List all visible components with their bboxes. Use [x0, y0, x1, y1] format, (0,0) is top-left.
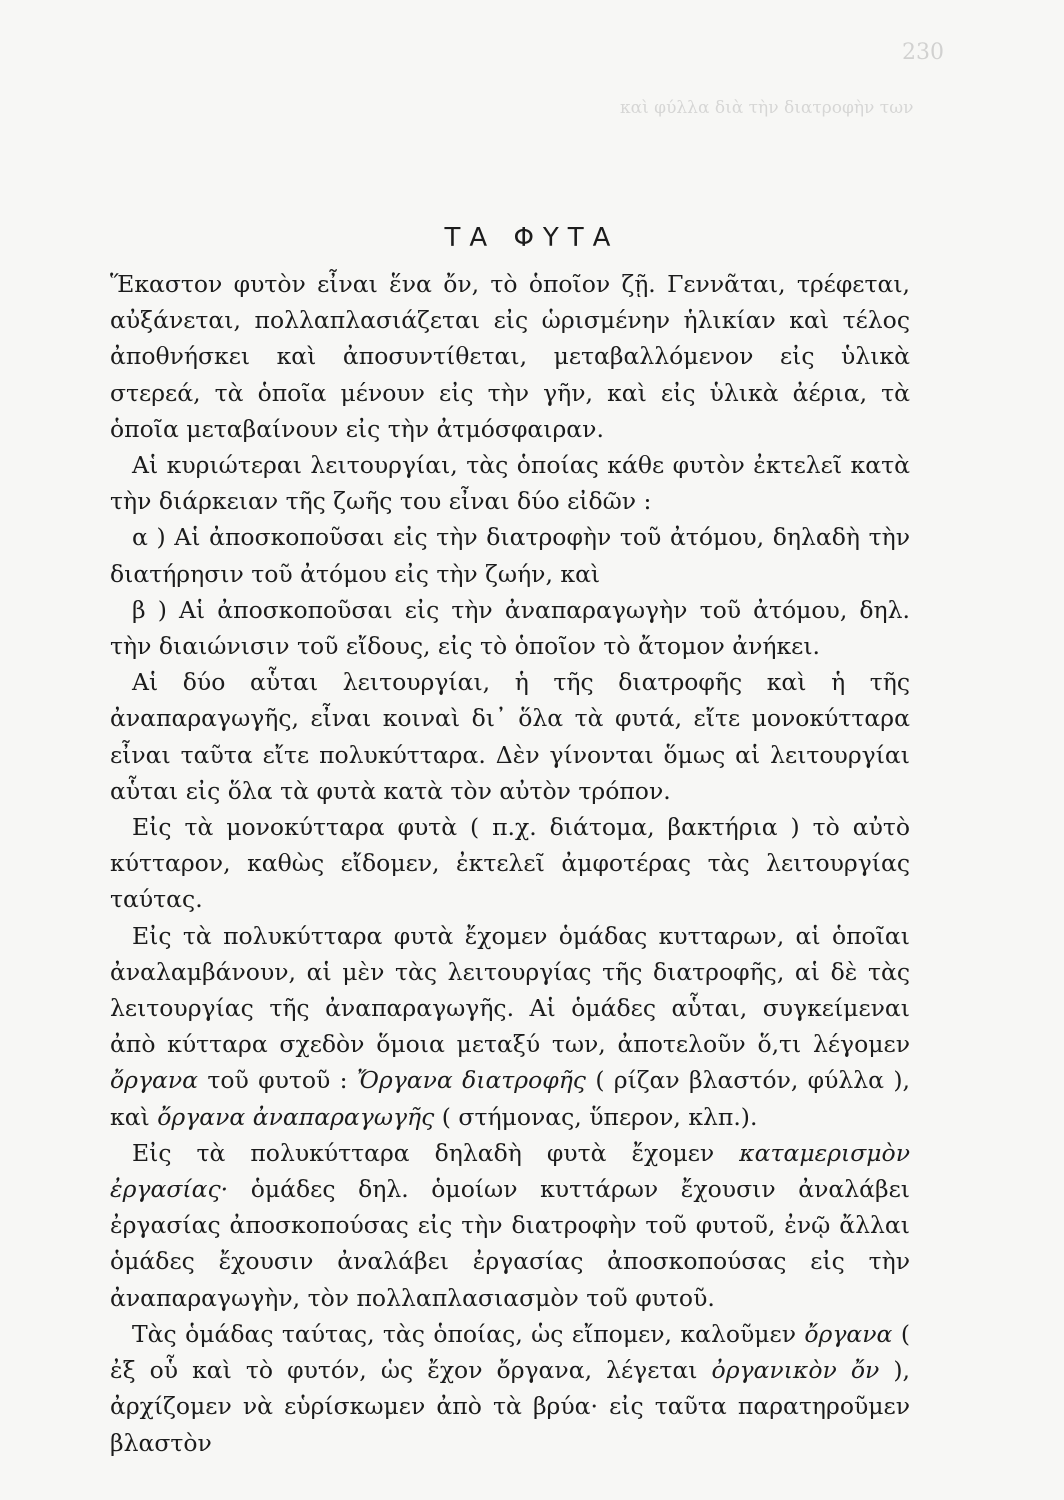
list-item-beta: β ) Αἱ ἀποσκοποῦσαι εἰς τὴν ἀναπαραγωγὴν τοῦ ἀτόμου, δηλ. τὴν διαιώνισιν τοῦ εἴδους, εἰς τὸ ὁποῖον τὸ ἄτομον ἀνήκει.	[110, 595, 910, 661]
p9-text-a: Τὰς ὁμάδας ταύτας, τὰς ὁποίας, ὡς εἴπομεν, καλοῦμεν	[132, 1319, 797, 1348]
p8-italic-katamerismos: καταμερισμὸν ἐργασίας·	[110, 1138, 910, 1204]
p7-text-e: ( ρίζαν βλαστόν, φύλλα ), καὶ	[110, 1066, 910, 1131]
paragraph-5: Αἱ δύο αὗται λειτουργίαι, ἡ τῆς διατροφῆς καὶ ἡ τῆς ἀναπαραγωγῆς, εἶναι κοιναὶ δι᾽ ὅλα τὰ φυτά, εἴτε μονοκύτταρα εἶναι ταῦτα εἴτε πολυκύτταρα. Δὲν γίνονται ὅμως αἱ λειτουργίαι αὗται εἰς ὅλα τὰ φυτὰ κατὰ τὸν αὐτὸν τρόπον.	[110, 668, 910, 805]
paragraph-9	[110, 1316, 910, 1461]
paragraph-1: Ἕκαστον φυτὸν εἶναι ἕνα ὄν, τὸ ὁποῖον ζῇ. Γεννᾶται, τρέφεται, αὐξάνεται, πολλαπλασιάζεται εἰς ὡρισμένην ἡλικίαν καὶ τέλος ἀποθνήσκει καὶ ἀποσυντίθεται, μεταβαλλόμενον εἰς ὑλικὰ στερεά, τὰ ὁποῖα μένουν εἰς τὴν γῆν, καὶ εἰς ὑλικὰ ἀέρια, τὰ ὁποῖα μεταβαίνουν εἰς τὴν ἀτμόσφαιραν.	[110, 270, 910, 443]
p9-text-e: ), ἀρχίζομεν νὰ εὑρίσκωμεν ἀπὸ τὰ βρύα· εἰς ταῦτα παρατηροῦμεν βλαστὸν	[110, 1356, 910, 1457]
p7-italic-organa-anaparagogis: ὄργανα ἀναπαραγωγῆς	[157, 1102, 435, 1131]
paragraph-8	[110, 1135, 910, 1316]
p8-text-a: Εἰς τὰ πολυκύτταρα δηλαδὴ φυτὰ ἔχομεν	[132, 1138, 715, 1167]
p7-italic-organa-diatrofis: Ὄργανα διατροφῆς	[356, 1066, 586, 1095]
paragraph-7	[110, 918, 910, 1135]
page-number: 230	[902, 40, 944, 65]
paragraph-2: Αἱ κυριώτεραι λειτουργίαι, τὰς ὁποίας κάθε φυτὸν ἐκτελεῖ κατὰ τὴν διάρκειαν τῆς ζωῆς του εἶναι δύο εἰδῶν :	[110, 451, 910, 516]
page-title: ΤΑ ΦΥΤΑ	[444, 223, 620, 254]
p9-text-c: ( ἐξ οὗ καὶ τὸ φυτόν, ὡς ἔχον ὄργανα, λέγεται	[110, 1319, 910, 1385]
list-item-alpha: α ) Αἱ ἀποσκοποῦσαι εἰς τὴν διατροφὴν τοῦ ἀτόμου, δηλαδὴ τὴν διατήρησιν τοῦ ἀτόμου εἰς τὴν ζωήν, καὶ	[110, 523, 910, 588]
p9-italic-organa: ὄργανα	[804, 1319, 893, 1348]
p7-text-c: τοῦ φυτοῦ :	[207, 1066, 348, 1095]
paragraph-6: Εἰς τὰ μονοκύτταρα φυτὰ ( π.χ. διάτομα, βακτήρια ) τὸ αὐτὸ κύτταρον, καθὼς εἴδομεν, ἐκτελεῖ ἀμφοτέρας τὰς λειτουργίας ταύτας.	[110, 813, 910, 914]
p7-text-g: ( στήμονας, ὕπερον, κλπ.).	[441, 1102, 758, 1131]
bleed-through-text: καὶ φύλλα διὰ τὴν διατροφὴν των	[620, 98, 914, 118]
p7-italic-organa: ὄργανα	[110, 1066, 199, 1095]
body-text	[110, 266, 910, 1461]
p8-text-c: ὁμάδες δηλ. ὁμοίων κυττάρων ἔχουσιν ἀναλάβει ἐργασίας ἀποσκοπούσας εἰς τὴν διατροφὴν τοῦ φυτοῦ, ἐνῷ ἄλλαι ὁμάδες ἔχουσιν ἀναλάβει ἐργασίας ἀποσκοπούσας εἰς τὴν ἀναπαραγωγὴν, τὸν πολλαπλασιασμὸν τοῦ φυτοῦ.	[110, 1175, 910, 1312]
p7-text-a: Εἰς τὰ πολυκύτταρα φυτὰ ἔχομεν ὁμάδας κυτταρων, αἱ ὁποῖαι ἀναλαμβάνουν, αἱ μὲν τὰς λειτουργίας τῆς διατροφῆς, αἱ δὲ τὰς λειτουργίας τῆς ἀναπαραγωγῆς. Αἱ ὁμάδες αὗται, συγκείμεναι ἀπὸ κύτταρα σχεδὸν ὅμοια μεταξύ των, ἀποτελοῦν ὅ,τι λέγομεν	[110, 921, 910, 1059]
p9-italic-organikon-on: ὀργανικὸν ὄν	[711, 1356, 880, 1385]
